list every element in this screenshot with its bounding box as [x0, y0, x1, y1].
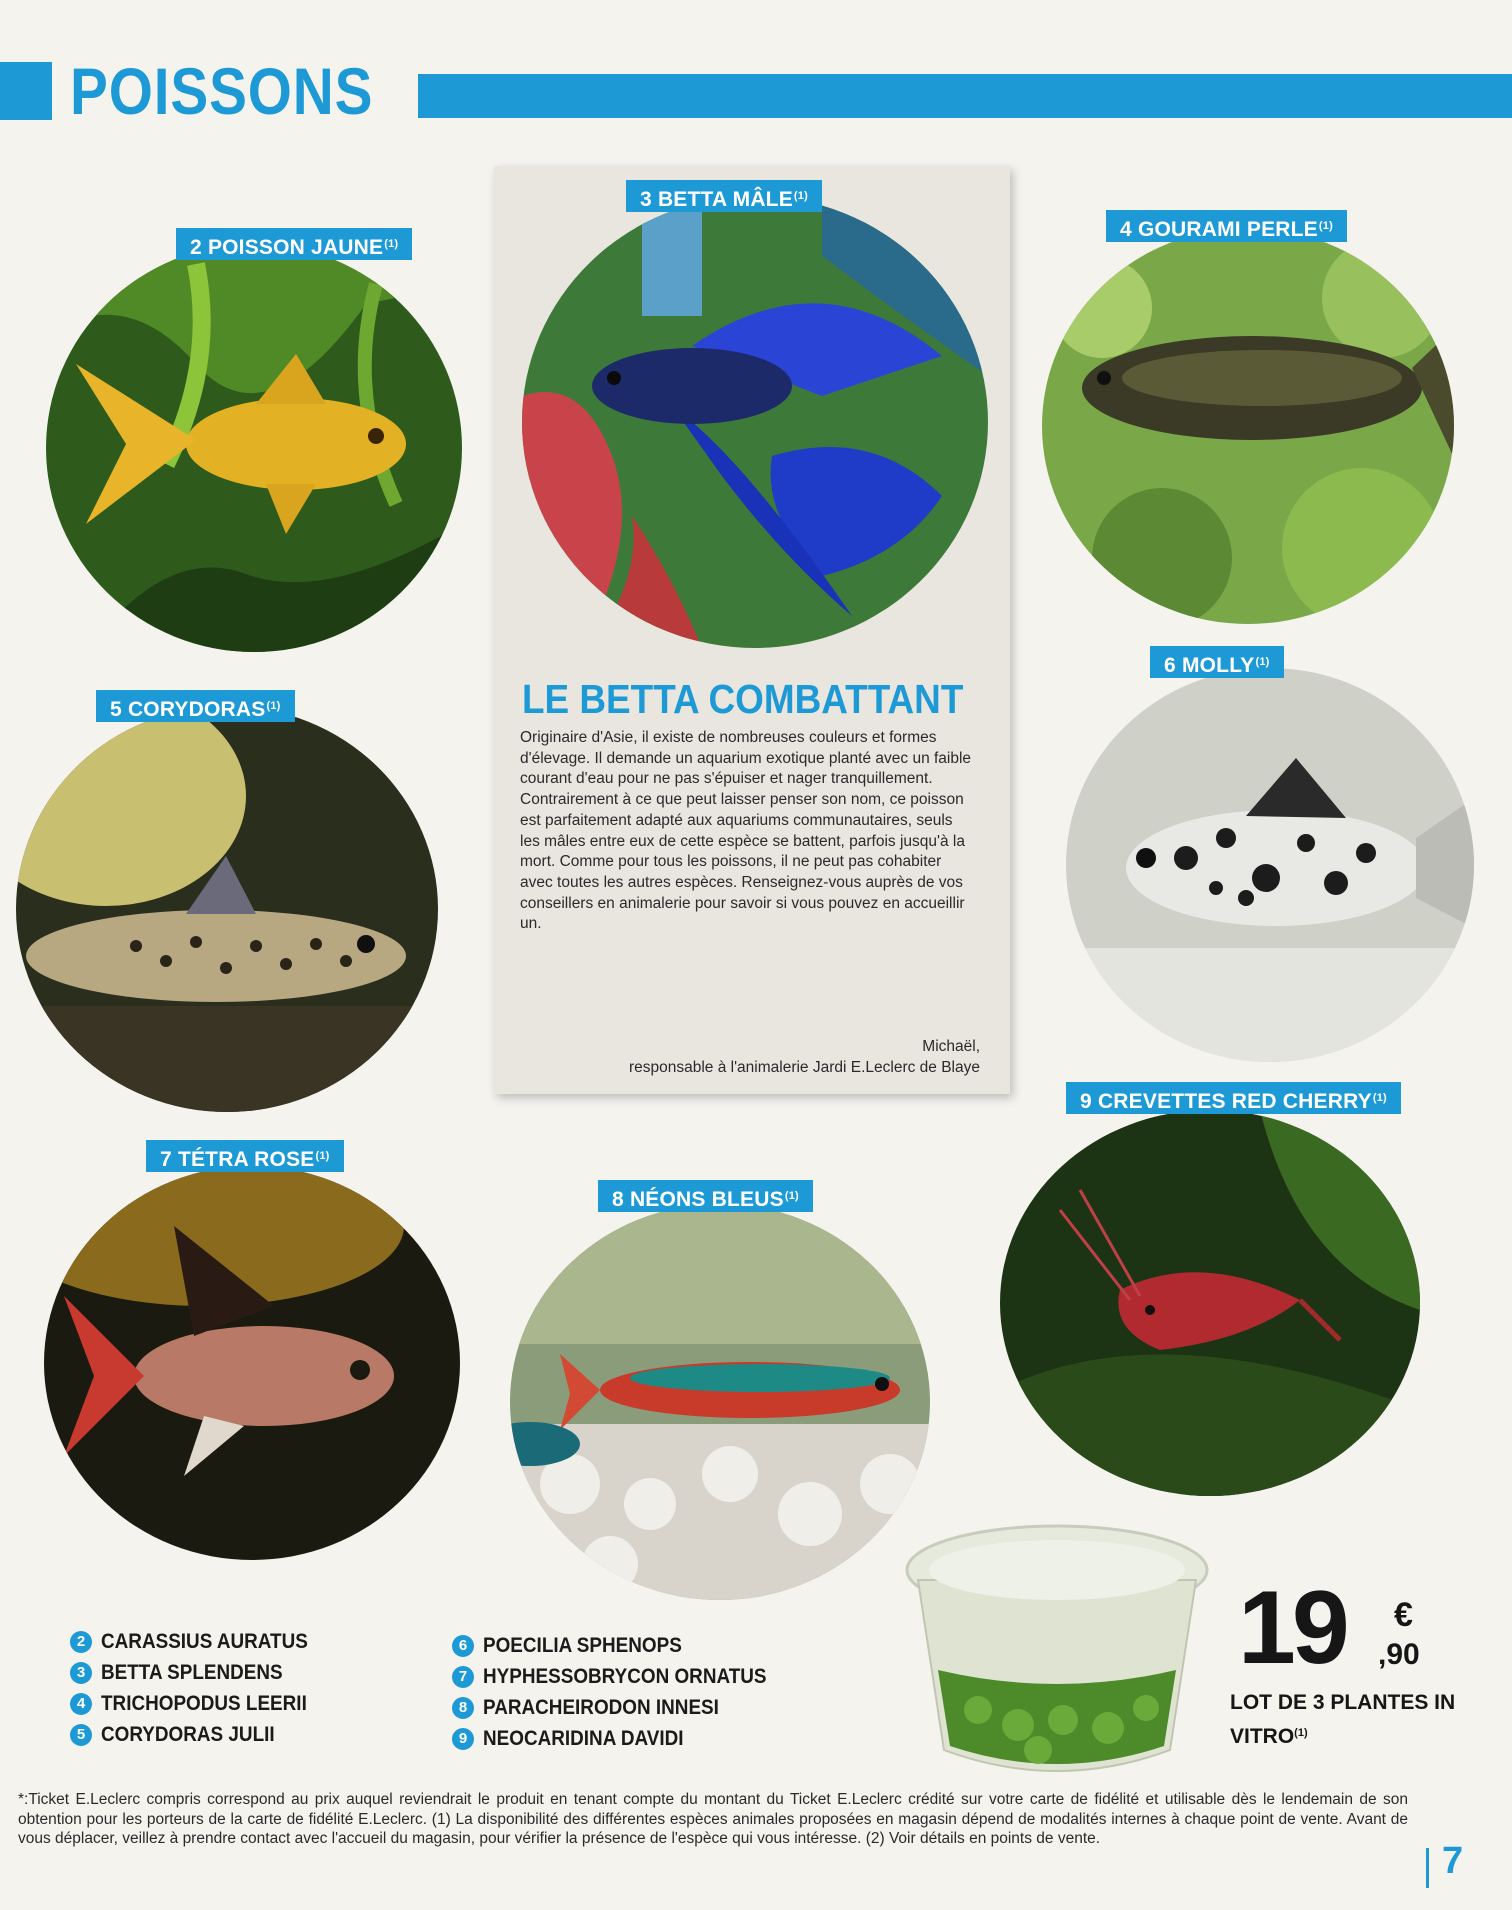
list-item: 7 HYPHESSOBRYCON ORNATUS — [452, 1661, 798, 1692]
number-badge: 2 — [70, 1631, 92, 1653]
species-list-left — [70, 1626, 331, 1750]
fish-photo-poisson-jaune — [46, 244, 462, 652]
fish-photo-betta-male — [522, 196, 988, 648]
fish-label-corydoras: 5 CORYDORAS$^{(1)}$ — [96, 690, 295, 722]
species-list-right — [452, 1630, 798, 1754]
article-title: LE BETTA COMBATTANT — [522, 676, 964, 722]
fish-photo-molly — [1066, 668, 1474, 1062]
number-badge: 4 — [70, 1693, 92, 1715]
list-item: 8 PARACHEIRODON INNESI — [452, 1692, 798, 1723]
price-integer: 19 — [1238, 1570, 1346, 1686]
page-title: POISSONS — [70, 54, 374, 128]
number-badge: 9 — [452, 1728, 474, 1750]
fish-photo-corydoras — [16, 706, 438, 1112]
fish-photo-tetra-rose — [44, 1166, 460, 1560]
number-badge: 7 — [452, 1666, 474, 1688]
number-badge: 8 — [452, 1697, 474, 1719]
list-item: 9 NEOCARIDINA DAVIDI — [452, 1723, 798, 1754]
article-paragraph-2: Contrairement à ce que peut laisser penser son nom, ce poisson est parfaitement adapté aux aquariums communautaires, seuls les mâles entre eux de cette espèce se battent, parfois jusqu'à la mort. Comme pour tous les poissons, il ne peut pas cohabiter avec toutes les autres espèces. Renseignez-vous auprès de vos conseillers en animalerie pour savoir si vous pouvez en accueillir un. — [520, 791, 965, 933]
legal-footnote: *:Ticket E.Leclerc compris correspond au prix auquel reviendrait le produit en tenant compte du montant du Ticket E.Leclerc crédité sur votre carte de fidélité et utilisable dès le lendemain de son obtention pour les porteurs de la carte de fidélité E.Leclerc. (1) La disponibilité des différentes espèces animales proposées en magasin dépend de modalités internes à chaque point de vente. Avant de vous déplacer, veillez à prendre contact avec l'accueil du magasin, pour vérifier la présence de l'espèce qui vous intéresse. (2) Voir détails en points de vente. — [18, 1791, 1408, 1847]
article-author: Michaël, — [922, 1038, 980, 1055]
fish-label-tetra-rose: 7 TÉTRA ROSE$^{(1)}$ — [146, 1140, 344, 1172]
fish-photo-gourami-perle — [1042, 228, 1454, 624]
fish-label-crevettes-red-cherry: 9 CREVETTES RED CHERRY$^{(1)}$ — [1066, 1082, 1401, 1114]
list-item: 5 CORYDORAS JULII — [70, 1719, 331, 1750]
price-currency: € — [1394, 1596, 1413, 1634]
list-item: 6 POECILIA SPHENOPS — [452, 1630, 798, 1661]
fish-label-gourami-perle: 4 GOURAMI PERLE$^{(1)}$ — [1106, 210, 1347, 242]
page-number: 7 — [1442, 1840, 1464, 1882]
number-badge: 6 — [452, 1635, 474, 1657]
header-accent-block — [0, 62, 52, 120]
number-badge: 5 — [70, 1724, 92, 1746]
fish-label-molly: 6 MOLLY$^{(1)}$ — [1150, 646, 1284, 678]
page-number-divider — [1426, 1848, 1429, 1888]
fish-photo-crevettes-red-cherry — [1000, 1110, 1420, 1496]
price-decimal: ,90 — [1378, 1638, 1420, 1671]
article-author-role: responsable à l'animalerie Jardi E.Leclerc de Blaye — [628, 1059, 980, 1076]
offer-description: LOT DE 3 PLANTES IN VITRO$^{(1)}$ — [1230, 1691, 1456, 1748]
article-body — [520, 728, 972, 935]
plant-pot-photo — [898, 1520, 1216, 1782]
list-item: 3 BETTA SPLENDENS — [70, 1657, 331, 1688]
list-item: 2 CARASSIUS AURATUS — [70, 1626, 331, 1657]
header-accent-bar — [418, 74, 1512, 118]
number-badge: 3 — [70, 1662, 92, 1684]
fish-label-poisson-jaune: 2 POISSON JAUNE$^{(1)}$ — [176, 228, 412, 260]
article-signature — [520, 1036, 980, 1078]
list-item: 4 TRICHOPODUS LEERII — [70, 1688, 331, 1719]
fish-label-neons-bleus: 8 NÉONS BLEUS$^{(1)}$ — [598, 1180, 813, 1212]
article-paragraph-1: Originaire d'Asie, il existe de nombreuses couleurs et formes d'élevage. Il demande un aquarium exotique planté avec un faible courant d'eau pour ne pas s'épuiser et nager tranquillement. — [520, 729, 972, 788]
fish-photo-neons-bleus — [510, 1204, 930, 1600]
fish-label-betta-male: 3 BETTA MÂLE$^{(1)}$ — [626, 180, 822, 212]
